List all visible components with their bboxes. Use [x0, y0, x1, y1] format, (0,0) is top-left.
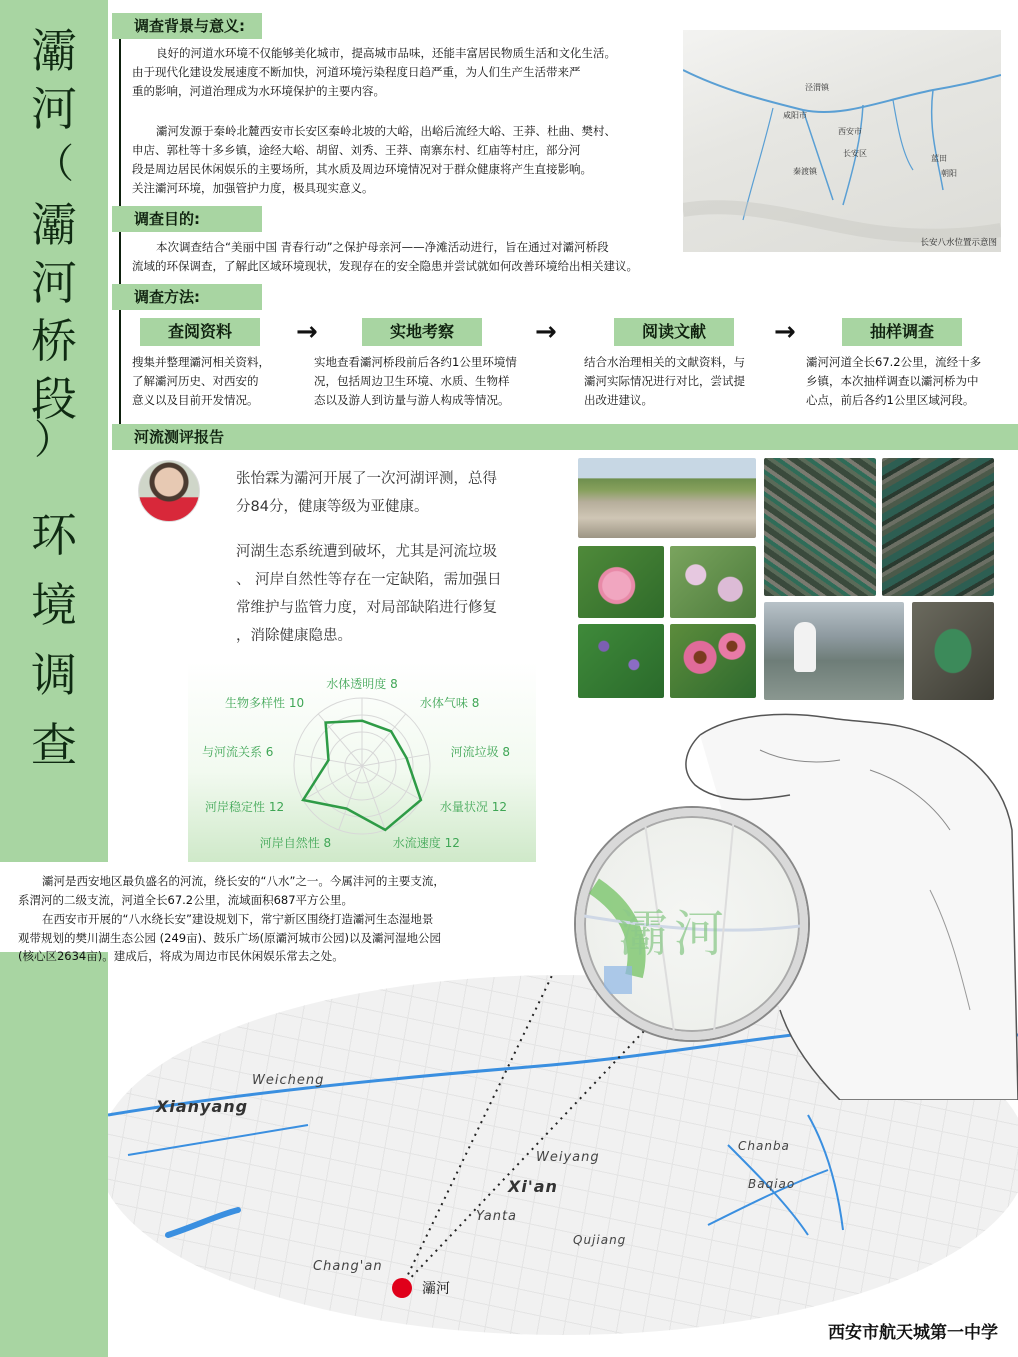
marker-label: 灞河 — [422, 1281, 450, 1297]
text-line: 分84分，健康等级为亚健康。 — [236, 499, 429, 515]
section-heading-report: 河流测评报告 — [112, 424, 1018, 450]
text-line: 灞河发源于秦岭北麓西安市长安区秦岭北坡的大峪，出峪后流经大峪、王莽、杜曲、樊村、 — [156, 124, 616, 138]
title-char: 段 — [31, 372, 77, 426]
map-label: 长安区 — [843, 149, 867, 158]
report-paragraph-2 — [236, 538, 546, 650]
cleanup-photo — [764, 602, 904, 700]
title-char: ） — [34, 417, 74, 463]
text-line: 心点，前后各约1公里区域河段。 — [806, 393, 975, 407]
title-char: 河 — [31, 82, 77, 136]
coneflower-photo — [670, 624, 756, 698]
method-desc-3 — [584, 353, 784, 410]
map-label-yanta: Yanta — [476, 1209, 518, 1224]
text-line: 态以及游人到访量与游人构成等情况。 — [314, 393, 510, 407]
map-label: 蓝田 — [931, 154, 947, 163]
radar-axis-label: 水量状况 12 — [439, 800, 507, 814]
trash-photo-2 — [882, 458, 994, 596]
map-caption: 长安八水位置示意图 — [920, 238, 997, 248]
text-line: 由于现代化建设发展速度不断加快，河道环境污染程度日趋严重，为人们生产生活带来严 — [132, 65, 581, 79]
purpose-paragraph — [132, 238, 732, 276]
section-heading-purpose: 调查目的: — [112, 206, 262, 232]
radar-chart-panel — [188, 662, 536, 862]
report-paragraph-1 — [236, 465, 546, 521]
radar-spoke — [362, 714, 406, 766]
map-label-weiyang: Weiyang — [536, 1150, 600, 1165]
text-line: 本次调查结合“美丽中国 青春行动”之保护母亲河——净滩活动进行，旨在通过对灞河桥段 — [156, 240, 609, 254]
section-heading-methods: 调查方法: — [112, 284, 262, 310]
method-box-2: 实地考察 — [362, 318, 482, 346]
radar-spoke — [303, 766, 362, 800]
map-label-weicheng: Weicheng — [252, 1073, 325, 1088]
text-line: 流域的环保调查，了解此区域环境现状，发现存在的安全隐患并尝试就如何改善环境给出相关建议。 — [132, 259, 638, 273]
arrow-icon: → — [774, 317, 796, 347]
title-char: （ — [34, 141, 74, 187]
radar-axis-label: 河流垃圾 8 — [450, 744, 511, 759]
school-name: 西安市航天城第一中学 — [828, 1323, 998, 1343]
text-line: 在西安市开展的“八水绕长安”建设规划下，常宁新区围绕打造灞河生态湿地景 — [42, 912, 434, 926]
title-char: 桥 — [31, 314, 77, 368]
radar-axis-label: 水体透明度 8 — [326, 677, 398, 691]
radar-axis-label: 水体气味 8 — [419, 696, 480, 711]
map-label: 秦渡镇 — [793, 167, 817, 176]
map-label-xian: Xi'an — [508, 1177, 558, 1196]
radar-axis-label: 生物多样性 10 — [225, 696, 305, 711]
title-char: 查 — [31, 718, 77, 772]
text-line: 段是周边居民休闲娱乐的主要场所，其水质及周边环境情况对于群众健康将产生直接影响。 — [132, 162, 592, 176]
map-label-changan: Chang'an — [313, 1259, 383, 1274]
lotus-photo — [578, 546, 664, 618]
lens-title: 灞河 — [618, 905, 730, 963]
text-line: 、 河岸自然性等存在一定缺陷，需加强日 — [236, 572, 502, 588]
radar-spoke — [339, 766, 362, 830]
section-heading-background: 调查背景与意义: — [112, 13, 262, 39]
bottle-photo — [912, 602, 994, 700]
radar-axis-label: 与河流关系 6 — [201, 744, 274, 759]
method-desc-2 — [314, 353, 554, 410]
eight-rivers-map — [683, 30, 1001, 252]
text-line: 良好的河道水环境不仅能够美化城市，提高城市品味，还能丰富居民物质生活和文化生活。 — [156, 46, 616, 60]
text-line: 搜集并整理灞河相关资料， — [132, 355, 270, 369]
radar-chart — [188, 662, 536, 862]
title-char: 调 — [31, 648, 77, 702]
text-line: 关注灞河环境，加强管护力度，极具现实意义。 — [132, 181, 374, 195]
groundcover-photo — [578, 624, 664, 698]
text-line: 实地查看灞河桥段前后各约1公里环境情 — [314, 355, 517, 369]
river-photo — [578, 458, 756, 538]
person-figure — [794, 622, 816, 672]
vertical-title — [0, 0, 108, 800]
flowers-photo — [670, 546, 756, 618]
text-line: 灞河河道全长67.2公里，流经十多 — [806, 355, 982, 369]
map-label: 咸阳市 — [783, 111, 807, 120]
arrow-icon: → — [535, 317, 557, 347]
title-char: 环 — [31, 508, 77, 562]
text-line: 灞河实际情况进行对比，尝试提 — [584, 374, 745, 388]
title-char: 灞 — [31, 24, 77, 78]
radar-axis-label: 河岸稳定性 12 — [205, 800, 285, 814]
bottom-paragraph-2 — [18, 910, 518, 966]
text-line: 张怡霖为灞河开展了一次河湖评测，总得 — [236, 471, 497, 487]
method-box-3: 阅读文献 — [614, 318, 734, 346]
title-char: 河 — [31, 256, 77, 310]
text-line: 重的影响，河道治理成为水环境保护的主要内容。 — [132, 84, 385, 98]
map-label-qujiang: Qujiang — [573, 1233, 627, 1247]
text-line: 况，包括周边卫生环境、水质、生物样 — [314, 374, 510, 388]
text-line: 常维护与监管力度，对局部缺陷进行修复 — [236, 600, 497, 616]
text-line: 乡镇，本次抽样调查以灞河桥为中 — [806, 374, 979, 388]
bottom-paragraph-1 — [18, 872, 518, 909]
text-line: (核心区2634亩)。建成后，将成为周边市民休闲娱乐常去之处。 — [18, 949, 344, 963]
text-line: 灞河是西安地区最负盛名的河流，绕长安的“八水”之一。今属沣河的主要支流， — [42, 874, 445, 888]
text-line: 了解灞河历史、对西安的 — [132, 374, 259, 388]
text-line: 出改进建议。 — [584, 393, 653, 407]
background-paragraph-1 — [132, 44, 692, 101]
title-char: 灞 — [31, 198, 77, 252]
magnifier-lens — [576, 808, 808, 1040]
text-line: 观带规划的樊川湖生态公园 (249亩)、鼓乐广场(原灞河城市公园)以及灞河湿地公园 — [18, 930, 442, 945]
map-label: 朝阳 — [941, 169, 957, 178]
method-box-1: 查阅资料 — [140, 318, 260, 346]
text-line: ，消除健康隐患。 — [236, 628, 352, 644]
arrow-icon: → — [296, 317, 318, 347]
title-char: 境 — [31, 578, 77, 632]
method-desc-4 — [806, 353, 1011, 410]
map-label-baqiao: Baqiao — [748, 1177, 796, 1191]
trash-photo-1 — [764, 458, 876, 596]
background-paragraph-2 — [132, 122, 692, 198]
text-line: 申店、郭杜等十多乡镇，途经大峪、胡留、刘秀、王莽、南寨东村、红庙等村庄，部分河 — [132, 143, 581, 157]
text-line: 河湖生态系统遭到破坏，尤其是河流垃圾 — [236, 544, 497, 560]
method-box-4: 抽样调查 — [842, 318, 962, 346]
left-strip-lower — [0, 952, 108, 1357]
method-desc-1 — [132, 353, 302, 410]
text-line: 意义以及目前开发情况。 — [132, 393, 259, 407]
location-marker — [392, 1278, 412, 1298]
map-label-xianyang: Xianyang — [156, 1097, 249, 1116]
map-rivers-svg — [683, 30, 1001, 252]
avatar — [138, 460, 200, 522]
map-label: 西安市 — [838, 127, 862, 136]
radar-axis-label: 水流速度 12 — [392, 836, 460, 851]
text-line: 系渭河的二级支流，河道全长67.2公里，流域面积687平方公里。 — [18, 892, 354, 907]
radar-axis-label: 河岸自然性 8 — [259, 836, 332, 851]
text-line: 结合水治理相关的文献资料，与 — [584, 355, 745, 369]
map-label-chanba: Chanba — [738, 1139, 790, 1153]
map-label: 泾渭镇 — [805, 83, 829, 92]
